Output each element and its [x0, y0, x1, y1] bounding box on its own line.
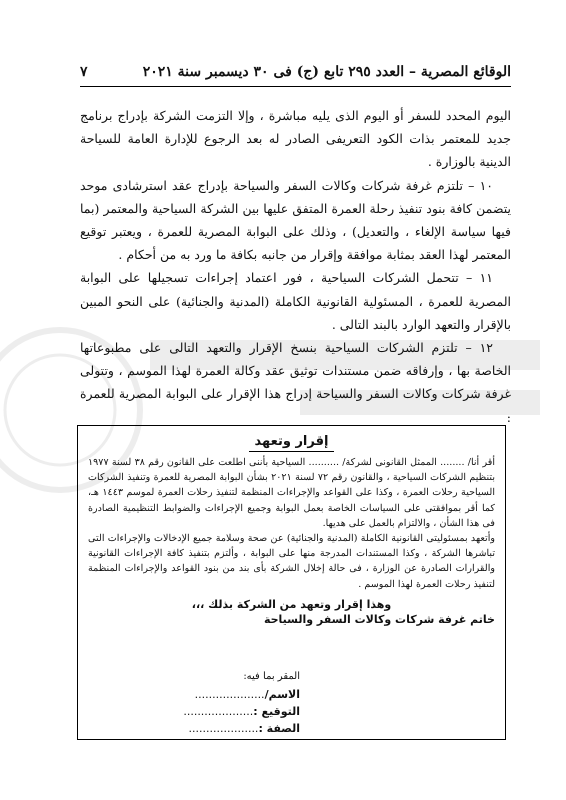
signature-block [183, 671, 300, 737]
declaration-paragraph-1: أقر أنا/ ........ الممثل القانونى لشركة/ .......... السياحية بأننى اطلعت على القانون رقم ٣٨ لسنة ١٩٧٧ بتنظيم الشركات السياحية ، والقانون رقم ٧٢ لسنة ٢٠٢١ بشأن البوابة المصرية للعمرة وتنفيذ الشركات السياحية رحلات العمرة ، وكذا على القواعد والإجراءات المنظمة لتنفيذ رحلات العمرة لموسم ١٤٤٣ هـ، كما أقر بموافقتى على السياسات الخاصة بعمل البوابة وجميع الإجراءات والضوابط التنظيمية الصادرة فى هذا الشأن ، والالتزام بالعمل على هديها. [88, 457, 495, 529]
header-divider [80, 86, 511, 87]
page-header [80, 60, 511, 84]
chamber-stamp-label: خاتم غرفة شركات وكالات السفر والسياحة [263, 612, 495, 626]
signer-label: المقر بما فيه: [243, 671, 300, 682]
page-number: ٧ [80, 64, 88, 80]
declaration-box [77, 425, 506, 740]
paragraph-item-10: ١٠ – تلتزم غرفة شركات وكالات السفر والسياحة بإدراج عقد استرشادى موحد يتضمن كافة بنود تنفيذ رحلة العمرة المتفق عليها بين الشركة السياحية والمعتمر (بما فيها سياسة الإلغاء ، والتعديل) ، وذلك على البوابة المصرية للعمرة ، ويعتبر توقيع المعتمر لهذا العقد بمثابة موافقة وإقرار من جانبه بكافة ما ورد به من أحكام . [80, 177, 511, 263]
declaration-closing: وهذا إقرار وتعهد من الشركة بذلك ،،، [191, 597, 392, 611]
signature-row: التوقيع :.................... [183, 705, 300, 718]
paragraph-item-11: ١١ – تتحمل الشركات السياحية ، فور اعتماد إجراءات تسجيلها على البوابة المصرية للعمرة ، المسئولية القانونية الكاملة (المدنية والجنائية) على النحو المبين بالإقرار والتعهد الوارد بالبند التالى . [80, 270, 511, 332]
paragraph-item-12: ١٢ – تلتزم الشركات السياحية بنسخ الإقرار والتعهد التالى على مطبوعاتها الخاصة بها ، وإرفاقه ضمن مستندات توثيق عقد وكالة العمرة لهذا الموسم ، وتتولى غرفة شركات وكالات السفر والسياحة إدراج هذا الإقرار على البوابة المصرية للعمرة : [80, 340, 511, 425]
paragraph-continuation: اليوم المحدد للسفر أو اليوم الذى يليه مباشرة ، وإلا التزمت الشركة بإدراج برنامج جديد للمعتمر بذات الكود التعريفى الصادر له بعد الرجوع للإدارة العامة للسياحة الدينية بالوزارة . [80, 108, 511, 170]
declaration-paragraph-2: وأتعهد بمسئوليتى القانونية الكاملة (المدنية والجنائية) عن صحة وسلامة جميع الإدخالات والإجراءات التى تباشرها الشركة ، وكذا المستندات المدرجة منها على البوابة ، وألتزم بتنفيذ كافة الإجراءات القانونية والقرارات الصادرة عن الوزارة ، فى حالة إخلال الشركة بأى بند من بنود القواعد والإجراءات المنظمة لتنفيذ رحلات العمرة لهذا الموسم . [88, 533, 495, 590]
declaration-title: إقرار وتعهد [88, 434, 495, 449]
capacity-row: الصفة :.................... [188, 722, 300, 735]
body-text [80, 104, 511, 429]
header-title: الوقائع المصرية – العدد ٢٩٥ تابع (ج) فى ٣٠ ديسمبر سنة ٢٠٢١ [142, 64, 511, 80]
name-row: الاسم/.................... [194, 688, 300, 701]
